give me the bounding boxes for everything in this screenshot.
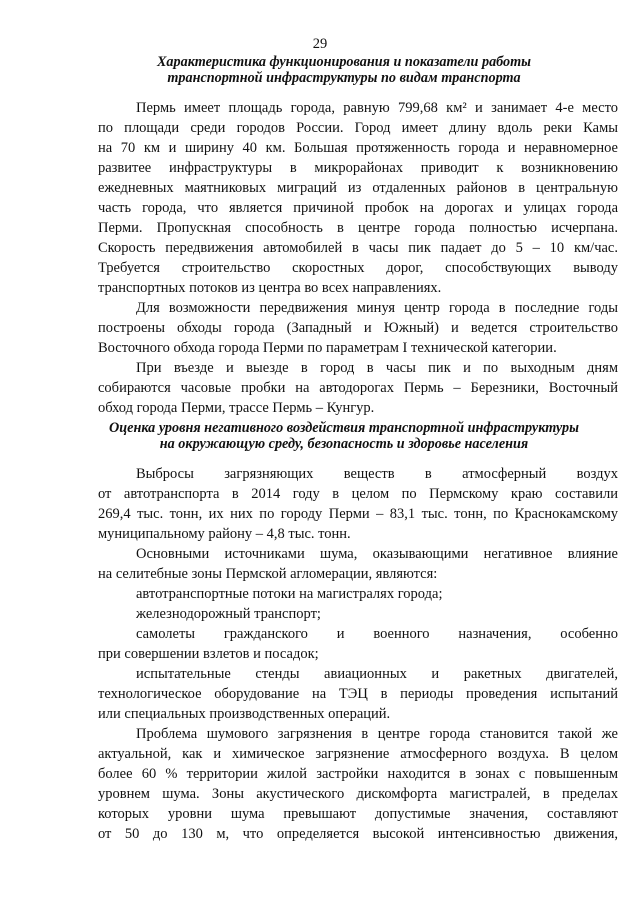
heading-line: на окружающую среду, безопасность и здоровье населения	[159, 436, 529, 452]
text-line: Пермь имеет площадь города, равную 799,68 км² и занимает 4-е место	[136, 100, 618, 116]
text-line: Выбросы загрязняющих веществ в атмосферный воздух	[136, 466, 618, 482]
text-line: Требуется строительство скоростных дорог, способствующих выводу	[98, 260, 618, 276]
text-line: от автотранспорта в 2014 году в целом по Пермскому краю составили	[98, 486, 618, 502]
text-line: от 50 до 130 м, что определяется высокой интенсивностью движения,	[98, 826, 618, 842]
heading-line: Оценка уровня негативного воздействия транспортной инфраструктуры	[109, 420, 579, 436]
text-line: обход города Перми, трассе Пермь – Кунгур.	[98, 400, 375, 416]
list-item	[98, 664, 618, 724]
text-line: при совершении взлетов и посадок;	[98, 646, 319, 662]
text-line: 269,4 тыс. тонн, их них по городу Перми – 83,1 тыс. тонн, по Краснокамскому	[98, 506, 618, 522]
text-line: самолеты гражданского и военного назначения, особенно	[136, 626, 618, 642]
text-line: по площади среди городов России. Город имеет длину вдоль реки Камы	[98, 120, 618, 136]
text-line: муниципальному району – 4,8 тыс. тонн.	[98, 526, 351, 542]
page-number: 29	[312, 36, 328, 52]
text-line: актуальной, как и химическое загрязнение атмосферного воздуха. В целом	[98, 746, 618, 762]
paragraph	[98, 544, 618, 584]
text-line: испытательные стенды авиационных и ракетных двигателей,	[136, 666, 618, 682]
text-line: Проблема шумового загрязнения в центре города становится такой же	[136, 726, 618, 742]
list-item	[98, 624, 618, 664]
text-line: автотранспортные потоки на магистралях города;	[136, 586, 443, 602]
text-line: ежедневных маятниковых миграций из отдаленных районов в центральную	[98, 180, 618, 196]
text-line: железнодорожный транспорт;	[136, 606, 321, 622]
section-heading-transport-infrastructure	[70, 54, 618, 86]
paragraph	[98, 358, 618, 418]
text-line: собираются часовые пробки на автодорогах Пермь – Березники, Восточный	[98, 380, 618, 396]
text-line: развитее инфраструктуры в микрорайонах приводит к возникновению	[98, 160, 618, 176]
text-line: Перми. Пропускная способность в центре города полностью исчерпана.	[98, 220, 618, 236]
section-heading-negative-impact	[70, 420, 618, 452]
text-line: При въезде и выезде в город в часы пик и по выходным дням	[136, 360, 618, 376]
text-line: построены обходы города (Западный и Южный) и ведется строительство	[98, 320, 618, 336]
section-body-negative-impact	[98, 464, 618, 844]
list-item	[98, 604, 618, 624]
text-line: на 70 км и ширину 40 км. Большая протяженность города и неравномерное	[98, 140, 618, 156]
paragraph	[98, 298, 618, 358]
text-line: или специальных производственных операций.	[98, 706, 391, 722]
text-line: Для возможности передвижения минуя центр города в последние годы	[136, 300, 618, 316]
heading-line: Характеристика функционирования и показатели работы	[156, 54, 532, 70]
text-line: технологическое оборудование на ТЭЦ в периоды проведения испытаний	[98, 686, 618, 702]
heading-line: транспортной инфраструктуры по видам транспорта	[167, 70, 521, 86]
paragraph	[98, 98, 618, 298]
text-line: Основными источниками шума, оказывающими негативное влияние	[136, 546, 618, 562]
text-line: часть города, что является причиной пробок на дорогах и улицах города	[98, 200, 618, 216]
paragraph	[98, 464, 618, 544]
text-line: которых уровни шума превышают допустимые значения, составляют	[98, 806, 618, 822]
paragraph	[98, 724, 618, 844]
text-line: более 60 % территории жилой застройки находится в зонах с повышенным	[98, 766, 618, 782]
text-line: Скорость передвижения автомобилей в часы пик падает до 5 – 10 км/час.	[98, 240, 618, 256]
text-line: транспортных потоков из центра во всех направлениях.	[98, 280, 442, 296]
text-line: Восточного обхода города Перми по параметрам I технической категории.	[98, 340, 557, 356]
text-line: уровнем шума. Зоны акустического дискомфорта магистралей, в пределах	[98, 786, 618, 802]
list-item	[98, 584, 618, 604]
section-body-transport-infrastructure	[98, 98, 618, 418]
text-line: на селитебные зоны Пермской агломерации, являются:	[98, 566, 438, 582]
